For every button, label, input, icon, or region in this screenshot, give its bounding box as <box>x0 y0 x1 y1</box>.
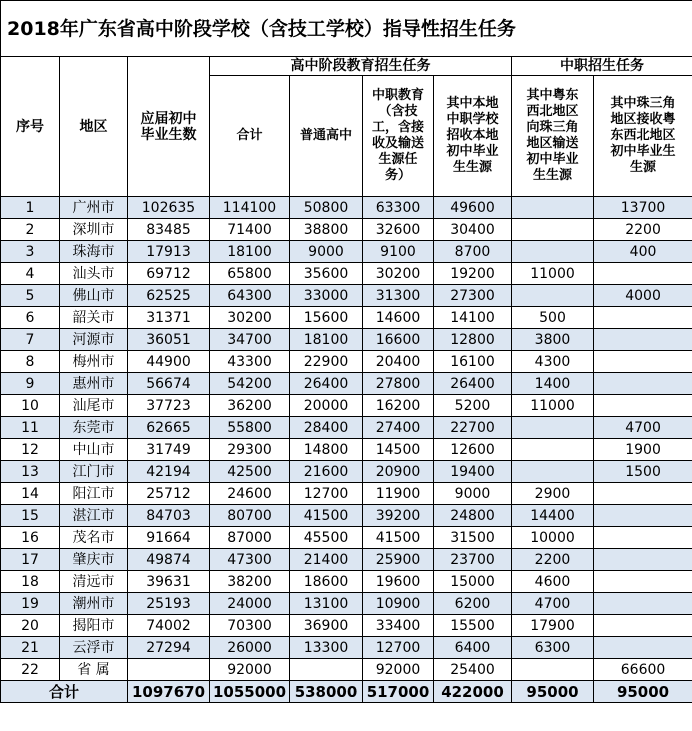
cell-index: 17 <box>1 549 60 571</box>
cell-general-high: 45500 <box>290 527 363 549</box>
cell-local-vocational: 6200 <box>434 593 512 615</box>
cell-index: 1 <box>1 197 60 219</box>
col-header-index: 序号 <box>1 57 60 197</box>
table-row <box>1 593 692 615</box>
cell-receive <box>594 351 692 373</box>
cell-transfer: 4600 <box>512 571 594 593</box>
cell-graduates: 84703 <box>128 505 210 527</box>
total-row <box>1 681 692 703</box>
cell-transfer: 14400 <box>512 505 594 527</box>
cell-local-vocational: 16100 <box>434 351 512 373</box>
cell-graduates: 31749 <box>128 439 210 461</box>
cell-graduates <box>128 659 210 681</box>
cell-index: 19 <box>1 593 60 615</box>
cell-local-vocational: 19400 <box>434 461 512 483</box>
cell-region: 江门市 <box>60 461 128 483</box>
cell-region: 珠海市 <box>60 241 128 263</box>
cell-general-high: 13100 <box>290 593 363 615</box>
cell-transfer: 1400 <box>512 373 594 395</box>
cell-receive <box>594 571 692 593</box>
table-row <box>1 637 692 659</box>
cell-general-high <box>290 659 363 681</box>
cell-region: 潮州市 <box>60 593 128 615</box>
cell-transfer <box>512 219 594 241</box>
table-row <box>1 263 692 285</box>
cell-receive: 1900 <box>594 439 692 461</box>
table-row <box>1 241 692 263</box>
cell-region: 佛山市 <box>60 285 128 307</box>
total-label: 合计 <box>1 681 128 703</box>
cell-local-vocational: 12800 <box>434 329 512 351</box>
cell-vocational-edu: 19600 <box>363 571 434 593</box>
cell-region: 湛江市 <box>60 505 128 527</box>
col-header-prd-receive: 其中珠三角 地区接收粤 东西北地区 初中毕业生 生源 <box>594 76 692 197</box>
total-general-high: 538000 <box>290 681 363 703</box>
cell-vocational-edu: 39200 <box>363 505 434 527</box>
cell-transfer: 2200 <box>512 549 594 571</box>
cell-total: 80700 <box>210 505 290 527</box>
cell-graduates: 102635 <box>128 197 210 219</box>
cell-total: 18100 <box>210 241 290 263</box>
cell-vocational-edu: 14600 <box>363 307 434 329</box>
cell-graduates: 56674 <box>128 373 210 395</box>
cell-receive: 4000 <box>594 285 692 307</box>
cell-region: 阳江市 <box>60 483 128 505</box>
table-row <box>1 461 692 483</box>
cell-index: 18 <box>1 571 60 593</box>
cell-local-vocational: 27300 <box>434 285 512 307</box>
cell-local-vocational: 12600 <box>434 439 512 461</box>
cell-index: 11 <box>1 417 60 439</box>
total-local-vocational: 422000 <box>434 681 512 703</box>
cell-receive <box>594 307 692 329</box>
col-header-local-vocational: 其中本地 中职学校 招收本地 初中毕业 生生源 <box>434 76 512 197</box>
cell-receive <box>594 527 692 549</box>
cell-index: 5 <box>1 285 60 307</box>
col-header-total: 合计 <box>210 76 290 197</box>
cell-receive: 13700 <box>594 197 692 219</box>
cell-region: 河源市 <box>60 329 128 351</box>
cell-index: 14 <box>1 483 60 505</box>
cell-vocational-edu: 30200 <box>363 263 434 285</box>
col-header-vocational-edu: 中职教育 （含技 工，含接 收及输送 生源任 务） <box>363 76 434 197</box>
col-header-graduates: 应届初中 毕业生数 <box>128 57 210 197</box>
cell-receive <box>594 593 692 615</box>
cell-index: 12 <box>1 439 60 461</box>
cell-graduates: 25712 <box>128 483 210 505</box>
cell-vocational-edu: 16200 <box>363 395 434 417</box>
group-header-high-school: 高中阶段教育招生任务 <box>210 57 512 76</box>
cell-local-vocational: 14100 <box>434 307 512 329</box>
cell-local-vocational: 49600 <box>434 197 512 219</box>
cell-local-vocational: 22700 <box>434 417 512 439</box>
table-row <box>1 285 692 307</box>
cell-receive <box>594 637 692 659</box>
cell-total: 30200 <box>210 307 290 329</box>
table-row <box>1 505 692 527</box>
cell-general-high: 21400 <box>290 549 363 571</box>
cell-index: 16 <box>1 527 60 549</box>
cell-vocational-edu: 11900 <box>363 483 434 505</box>
cell-general-high: 21600 <box>290 461 363 483</box>
cell-general-high: 20000 <box>290 395 363 417</box>
cell-region: 清远市 <box>60 571 128 593</box>
cell-total: 114100 <box>210 197 290 219</box>
cell-local-vocational: 8700 <box>434 241 512 263</box>
cell-transfer <box>512 417 594 439</box>
cell-local-vocational: 31500 <box>434 527 512 549</box>
cell-vocational-edu: 32600 <box>363 219 434 241</box>
cell-graduates: 42194 <box>128 461 210 483</box>
total-receive: 95000 <box>594 681 692 703</box>
cell-receive <box>594 395 692 417</box>
cell-total: 24600 <box>210 483 290 505</box>
cell-general-high: 35600 <box>290 263 363 285</box>
cell-transfer: 500 <box>512 307 594 329</box>
cell-region: 茂名市 <box>60 527 128 549</box>
table-row <box>1 197 692 219</box>
cell-index: 6 <box>1 307 60 329</box>
cell-index: 13 <box>1 461 60 483</box>
table-row <box>1 527 692 549</box>
cell-total: 64300 <box>210 285 290 307</box>
table-body <box>1 197 692 681</box>
cell-region: 广州市 <box>60 197 128 219</box>
cell-transfer: 17900 <box>512 615 594 637</box>
cell-transfer <box>512 659 594 681</box>
cell-vocational-edu: 92000 <box>363 659 434 681</box>
table-row <box>1 571 692 593</box>
table-row <box>1 483 692 505</box>
cell-receive: 66600 <box>594 659 692 681</box>
cell-general-high: 33000 <box>290 285 363 307</box>
cell-general-high: 41500 <box>290 505 363 527</box>
cell-graduates: 49874 <box>128 549 210 571</box>
cell-general-high: 12700 <box>290 483 363 505</box>
cell-general-high: 38800 <box>290 219 363 241</box>
cell-total: 38200 <box>210 571 290 593</box>
cell-graduates: 36051 <box>128 329 210 351</box>
cell-transfer: 4300 <box>512 351 594 373</box>
cell-vocational-edu: 20900 <box>363 461 434 483</box>
cell-local-vocational: 15000 <box>434 571 512 593</box>
cell-receive <box>594 263 692 285</box>
cell-receive <box>594 373 692 395</box>
cell-transfer <box>512 197 594 219</box>
cell-region: 韶关市 <box>60 307 128 329</box>
cell-vocational-edu: 31300 <box>363 285 434 307</box>
cell-local-vocational: 19200 <box>434 263 512 285</box>
cell-graduates: 83485 <box>128 219 210 241</box>
cell-transfer: 6300 <box>512 637 594 659</box>
cell-local-vocational: 15500 <box>434 615 512 637</box>
cell-total: 34700 <box>210 329 290 351</box>
cell-index: 9 <box>1 373 60 395</box>
cell-region: 中山市 <box>60 439 128 461</box>
cell-total: 26000 <box>210 637 290 659</box>
cell-general-high: 18100 <box>290 329 363 351</box>
cell-receive <box>594 329 692 351</box>
cell-transfer <box>512 439 594 461</box>
cell-vocational-edu: 16600 <box>363 329 434 351</box>
cell-region: 汕头市 <box>60 263 128 285</box>
cell-transfer: 2900 <box>512 483 594 505</box>
cell-vocational-edu: 41500 <box>363 527 434 549</box>
page-title: 2018年广东省高中阶段学校（含技工学校）指导性招生任务 <box>1 1 692 57</box>
cell-general-high: 26400 <box>290 373 363 395</box>
cell-general-high: 15600 <box>290 307 363 329</box>
cell-total: 65800 <box>210 263 290 285</box>
cell-local-vocational: 30400 <box>434 219 512 241</box>
cell-total: 54200 <box>210 373 290 395</box>
cell-vocational-edu: 27400 <box>363 417 434 439</box>
cell-graduates: 31371 <box>128 307 210 329</box>
cell-transfer: 11000 <box>512 263 594 285</box>
cell-vocational-edu: 27800 <box>363 373 434 395</box>
cell-total: 24000 <box>210 593 290 615</box>
cell-local-vocational: 9000 <box>434 483 512 505</box>
cell-transfer: 11000 <box>512 395 594 417</box>
cell-graduates: 25193 <box>128 593 210 615</box>
cell-vocational-edu: 20400 <box>363 351 434 373</box>
cell-total: 55800 <box>210 417 290 439</box>
cell-transfer: 10000 <box>512 527 594 549</box>
group-header-vocational: 中职招生任务 <box>512 57 692 76</box>
cell-total: 47300 <box>210 549 290 571</box>
cell-graduates: 62665 <box>128 417 210 439</box>
total-graduates: 1097670 <box>128 681 210 703</box>
cell-region: 肇庆市 <box>60 549 128 571</box>
cell-total: 29300 <box>210 439 290 461</box>
cell-vocational-edu: 63300 <box>363 197 434 219</box>
table-row <box>1 219 692 241</box>
total-sum: 1055000 <box>210 681 290 703</box>
cell-region: 深圳市 <box>60 219 128 241</box>
table-row <box>1 307 692 329</box>
cell-index: 4 <box>1 263 60 285</box>
cell-receive <box>594 505 692 527</box>
table-row <box>1 329 692 351</box>
cell-total: 42500 <box>210 461 290 483</box>
cell-vocational-edu: 12700 <box>363 637 434 659</box>
cell-receive: 1500 <box>594 461 692 483</box>
cell-receive: 400 <box>594 241 692 263</box>
cell-general-high: 18600 <box>290 571 363 593</box>
cell-local-vocational: 23700 <box>434 549 512 571</box>
cell-receive <box>594 549 692 571</box>
cell-graduates: 44900 <box>128 351 210 373</box>
cell-transfer: 4700 <box>512 593 594 615</box>
cell-total: 70300 <box>210 615 290 637</box>
table-row <box>1 659 692 681</box>
cell-receive: 4700 <box>594 417 692 439</box>
cell-index: 15 <box>1 505 60 527</box>
table-row <box>1 395 692 417</box>
table-row <box>1 373 692 395</box>
cell-general-high: 36900 <box>290 615 363 637</box>
cell-local-vocational: 25400 <box>434 659 512 681</box>
cell-region: 揭阳市 <box>60 615 128 637</box>
cell-general-high: 28400 <box>290 417 363 439</box>
cell-graduates: 39631 <box>128 571 210 593</box>
cell-local-vocational: 26400 <box>434 373 512 395</box>
total-vocational-edu: 517000 <box>363 681 434 703</box>
cell-index: 22 <box>1 659 60 681</box>
cell-graduates: 37723 <box>128 395 210 417</box>
cell-index: 2 <box>1 219 60 241</box>
cell-receive <box>594 615 692 637</box>
cell-graduates: 69712 <box>128 263 210 285</box>
cell-receive: 2200 <box>594 219 692 241</box>
cell-receive <box>594 483 692 505</box>
cell-transfer <box>512 241 594 263</box>
cell-graduates: 27294 <box>128 637 210 659</box>
cell-total: 36200 <box>210 395 290 417</box>
cell-region: 云浮市 <box>60 637 128 659</box>
total-transfer: 95000 <box>512 681 594 703</box>
cell-total: 87000 <box>210 527 290 549</box>
table-row <box>1 439 692 461</box>
cell-vocational-edu: 33400 <box>363 615 434 637</box>
cell-region: 省 属 <box>60 659 128 681</box>
cell-general-high: 9000 <box>290 241 363 263</box>
table-row <box>1 615 692 637</box>
cell-local-vocational: 6400 <box>434 637 512 659</box>
cell-index: 20 <box>1 615 60 637</box>
cell-general-high: 14800 <box>290 439 363 461</box>
cell-index: 7 <box>1 329 60 351</box>
cell-transfer: 3800 <box>512 329 594 351</box>
cell-index: 10 <box>1 395 60 417</box>
col-header-region: 地区 <box>60 57 128 197</box>
cell-graduates: 91664 <box>128 527 210 549</box>
cell-region: 梅州市 <box>60 351 128 373</box>
cell-region: 汕尾市 <box>60 395 128 417</box>
col-header-general-high: 普通高中 <box>290 76 363 197</box>
cell-index: 3 <box>1 241 60 263</box>
cell-region: 惠州市 <box>60 373 128 395</box>
cell-general-high: 13300 <box>290 637 363 659</box>
cell-region: 东莞市 <box>60 417 128 439</box>
cell-graduates: 62525 <box>128 285 210 307</box>
cell-total: 92000 <box>210 659 290 681</box>
table-row <box>1 351 692 373</box>
cell-total: 43300 <box>210 351 290 373</box>
cell-vocational-edu: 25900 <box>363 549 434 571</box>
cell-total: 71400 <box>210 219 290 241</box>
cell-transfer <box>512 461 594 483</box>
cell-index: 8 <box>1 351 60 373</box>
cell-vocational-edu: 10900 <box>363 593 434 615</box>
cell-graduates: 17913 <box>128 241 210 263</box>
cell-vocational-edu: 14500 <box>363 439 434 461</box>
table-row <box>1 549 692 571</box>
table-row <box>1 417 692 439</box>
cell-vocational-edu: 9100 <box>363 241 434 263</box>
cell-graduates: 74002 <box>128 615 210 637</box>
cell-local-vocational: 5200 <box>434 395 512 417</box>
cell-index: 21 <box>1 637 60 659</box>
cell-general-high: 22900 <box>290 351 363 373</box>
cell-transfer <box>512 285 594 307</box>
col-header-east-west-north-transfer: 其中粤东 西北地区 向珠三角 地区输送 初中毕业 生生源 <box>512 76 594 197</box>
cell-general-high: 50800 <box>290 197 363 219</box>
cell-local-vocational: 24800 <box>434 505 512 527</box>
